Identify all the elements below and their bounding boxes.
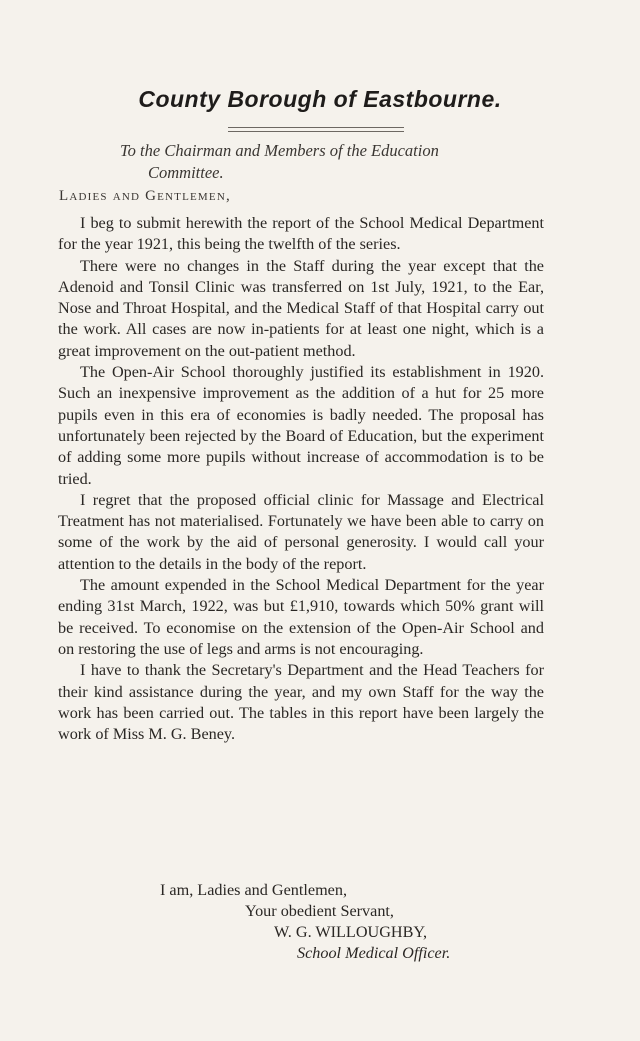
paragraph-5: The amount expended in the School Medical Department for the year ending 31st March, 1922, was but £1,910, towards which 50% grant will be received. To economise on the extension of the Open-Air School and on restoring the use of legs and arms is not encouraging. [58,576,544,658]
closing-line-1: I am, Ladies and Gentlemen, [160,881,347,899]
paragraph-1: I beg to submit herewith the report of the School Medical Department for the year 1921, this being the twelfth of the series. [58,214,544,254]
salutation: Ladies and Gentlemen, [59,188,231,204]
closing-line-2: Your obedient Servant, [245,902,394,920]
paragraph-4: I regret that the proposed official clinic for Massage and Electrical Treatment has not materialised. Fortunately we have been able to carry on some of the work by the aid of personal generosity. I would call your attention to the details in the body of the report. [58,490,544,573]
paragraph-3: The Open-Air School thoroughly justified its establishment in 1920. Such an inexpensive improvement as the addition of a hut for 25 more pupils even in this era of economies is badly needed. The proposal has unfortunately been rejected by the Board of Education, but the experiment of adding some more pupils without increase of accommodation is to be tried. [58,363,544,488]
addressee [120,140,540,184]
title-divider [228,127,404,132]
page-title: County Borough of Eastbourne. [138,86,502,112]
signature: W. G. WILLOUGHBY, [274,923,428,941]
letter-body [58,213,544,745]
paragraph-2: There were no changes in the Staff during the year except that the Adenoid and Tonsil Clinic was transferred on 1st July, 1921, to the Ear, Nose and Throat Hospital, and the Medical Staff of that Hospital carry out the work. All cases are now in-patients for at least one night, which is a great improvement on the out-patient method. [58,256,544,360]
signatory-role: School Medical Officer. [297,944,451,962]
paragraph-6: I have to thank the Secretary's Department and the Head Teachers for their kind assistance during the year, and my own Staff for the way the work has been carried out. The tables in this report have been largely the work of Miss M. G. Beney. [58,661,544,744]
addressee-line-1: To the Chairman and Members of the Education [120,141,439,160]
addressee-line-2: Committee. [148,163,224,182]
